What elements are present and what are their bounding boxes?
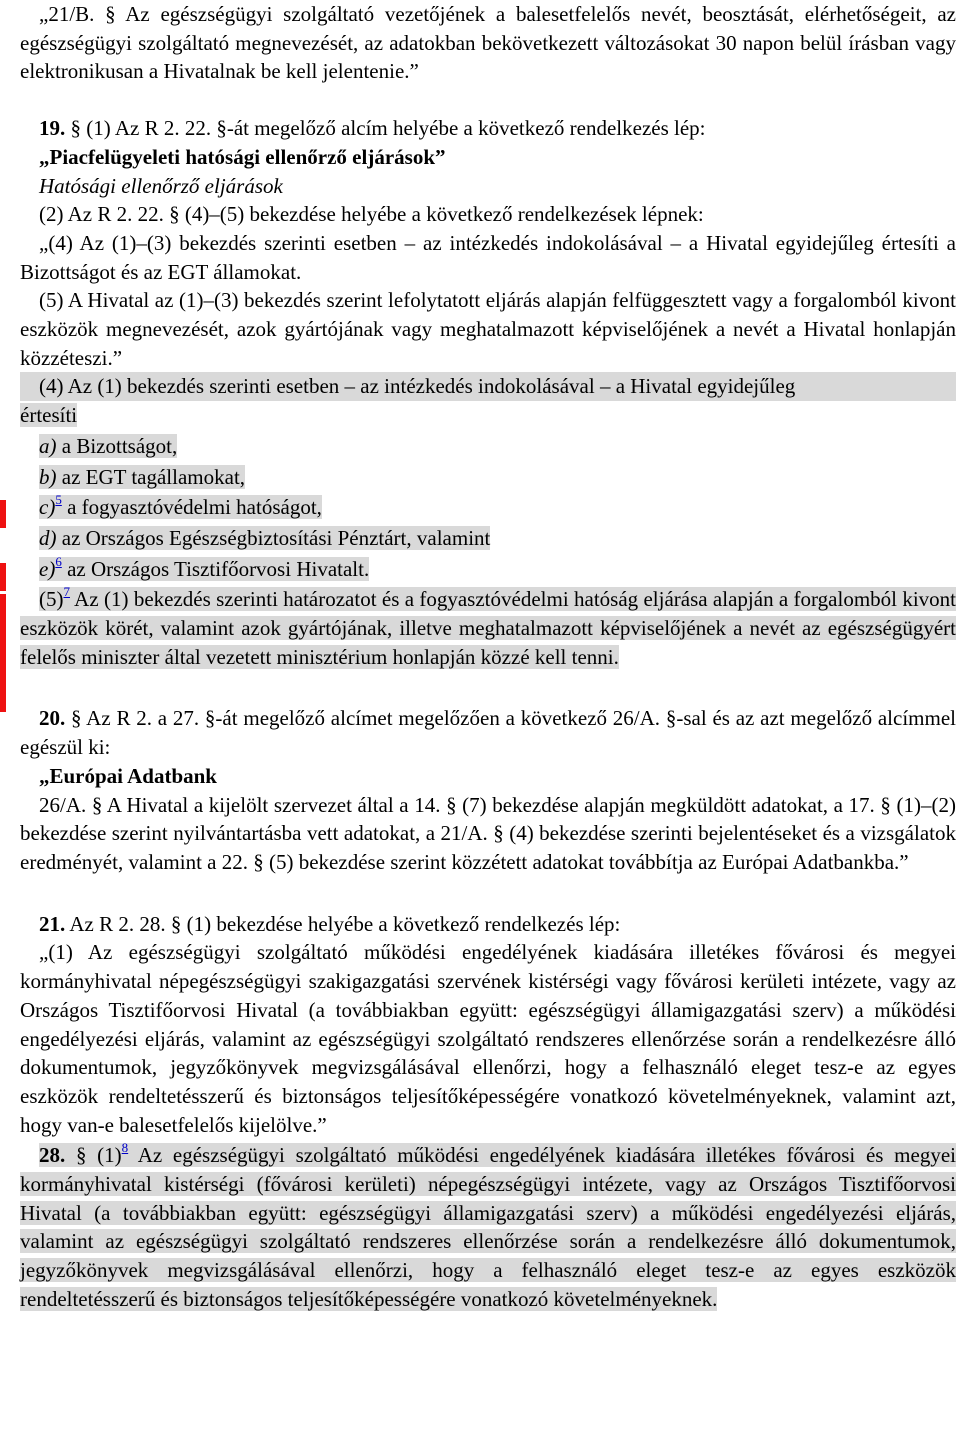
change-bar bbox=[0, 500, 6, 528]
section-21-body: „(1) Az egészségügyi szolgáltató működési engedélyének kiadására illetékes fővárosi és megyei kormányhivatal népegészségügyi szakigazgatási szervének kistérségi vagy fővárosi kerületi intézete, vagy az Országos Tisztifőorvosi Hivatal (a továbbiakban együtt: egészségügyi államigazgatási szerv) a működési engedélyezési eljárás, valamint az egészségügyi szolgáltató rendszeres ellenőrzése során a rendelkezésre álló dokumentumok, jegyzőkönyvek megvizsgálásával ellenőrzi, hogy a felhasználó eleget tesz-e az egyes eszközök rendeltetésszerű és biztonságos teljesítőképességére vonatkozó követelményeknek, valamint azt, hogy van-e balesetfelelős kijelölve.” bbox=[20, 940, 956, 1137]
old-item-b: b) az EGT tagállamokat, bbox=[39, 464, 246, 489]
old-text-block bbox=[20, 372, 956, 671]
paragraph-4-new: „(4) Az (1)–(3) bekezdés szerinti esetben – az intézkedés indokolásával – a Hivatal egyidejűleg értesíti a Bizottságot és az EGT államokat. bbox=[20, 230, 956, 284]
section-19-heading bbox=[20, 114, 956, 143]
paragraph-21b: „21/B. § Az egészségügyi szolgáltató vezetőjének a balesetfelelős nevét, beosztását, elérhetőségeit, az egészségügyi szolgáltató megnevezését, az adatokban bekövetkezett változásokat 30 napon belül írásban vagy elektronikusan a Hivatalnak be kell jelentenie.” bbox=[20, 2, 956, 84]
section-20-body: 26/A. § A Hivatal a kijelölt szervezet által a 14. § (7) bekezdése alapján megküldött adatokat, a 17. § (1)–(2) bekezdése szerint nyilvántartásba vett adatokat, a 21/A. § (4) bekezdése szerinti bejelentéseket és a vizsgálatok eredményét, valamint a 22. § (5) bekezdése szerint közzétett adatokat továbbítja az Európai Adatbankba.” bbox=[20, 792, 956, 874]
section-20-subtitle: „Európai Adatbank bbox=[39, 763, 217, 788]
old-section-28: 28. § $(1)^8$ Az egészségügyi szolgáltató működési engedélyének kiadására illetékes fővárosi és megyei kormányhivatal kistérségi (fővárosi kerületi) népegészségügyi intézete, vagy az Országos Tisztifőorvosi Hivatal (a továbbiakban együtt: egészségügyi államigazgatási szerv) a működési engedélyezési eljárás, valamint az egészségügyi szolgáltató rendszeres ellenőrzése során a rendelkezésre álló dokumentumok, jegyzőkönyvek megvizsgálásával ellenőrzi, hogy a felhasználó eleget tesz-e az egyes eszközök rendeltetésszerű és biztonságos teljesítőképességére vonatkozó követelményeknek. bbox=[20, 1140, 956, 1311]
paragraph-5-new: (5) A Hivatal az (1)–(3) bekezdés szerint lefolytatott eljárás alapján felfüggesztett vagy a forgalomból kivont eszközök megnevezését, azok gyártójának vagy meghatalmazott képviselőjének a nevét a Hivatal honlapján közzéteszi.” bbox=[20, 288, 956, 370]
document-page bbox=[20, 0, 956, 1314]
old-p5: $(5)^7$ Az (1) bekezdés szerinti határozatot és a fogyasztóvédelmi hatóság eljárása alapján a forgalomból kivont eszközök körét, valamint azok gyártójának, illetve meghatalmazott képviselőjének a nevét az egészségügyért felelős miniszter által vezetett minisztérium honlapján közzé kell tenni. bbox=[20, 584, 956, 669]
section-number: 20. bbox=[39, 706, 66, 731]
old-p4-line2: értesíti bbox=[20, 403, 78, 428]
section-number: 19. bbox=[39, 116, 66, 141]
change-bar bbox=[0, 563, 6, 591]
footnote-link-6[interactable]: 6 bbox=[55, 553, 62, 569]
section-20-heading bbox=[20, 704, 956, 761]
change-bar bbox=[0, 594, 6, 712]
old-item-a: a) a Bizottságot, bbox=[39, 433, 178, 458]
footnote-link-7[interactable]: 7 bbox=[63, 584, 70, 600]
old-item-e: e)$^6$ az Országos Tisztifőorvosi Hivatalt. bbox=[39, 553, 370, 581]
paragraph-2: (2) Az R 2. 22. § (4)–(5) bekezdése helyébe a következő rendelkezések lépnek: bbox=[39, 202, 704, 227]
footnote-link-8[interactable]: 8 bbox=[121, 1140, 129, 1156]
old-p4-line1: (4) Az (1) bekezdés szerinti esetben – az intézkedés indokolásával – a Hivatal egyidejűleg bbox=[20, 372, 956, 401]
section-number: 21. bbox=[39, 911, 66, 936]
section-text: Az R 2. 28. § (1) bekezdése helyébe a következő rendelkezés lép: bbox=[65, 911, 621, 936]
section-text: § (1) Az R 2. 22. §-át megelőző alcím helyébe a következő rendelkezés lép: bbox=[65, 116, 706, 141]
footnote-link-5[interactable]: 5 bbox=[55, 492, 62, 508]
old-subtitle: Hatósági ellenőrző eljárások bbox=[39, 173, 283, 198]
new-subtitle: „Piacfelügyeleti hatósági ellenőrző eljárások” bbox=[39, 144, 446, 169]
old-item-d: d) az Országos Egészségbiztosítási Pénztárt, valamint bbox=[39, 525, 491, 550]
old-item-c: c)$^5$ a fogyasztóvédelmi hatóságot, bbox=[39, 492, 322, 520]
section-text: § Az R 2. a 27. §-át megelőző alcímet megelőzően a következő 26/A. §-sal és az azt megelőző alcímmel egészül ki: bbox=[20, 706, 956, 760]
section-21-heading bbox=[20, 910, 956, 939]
